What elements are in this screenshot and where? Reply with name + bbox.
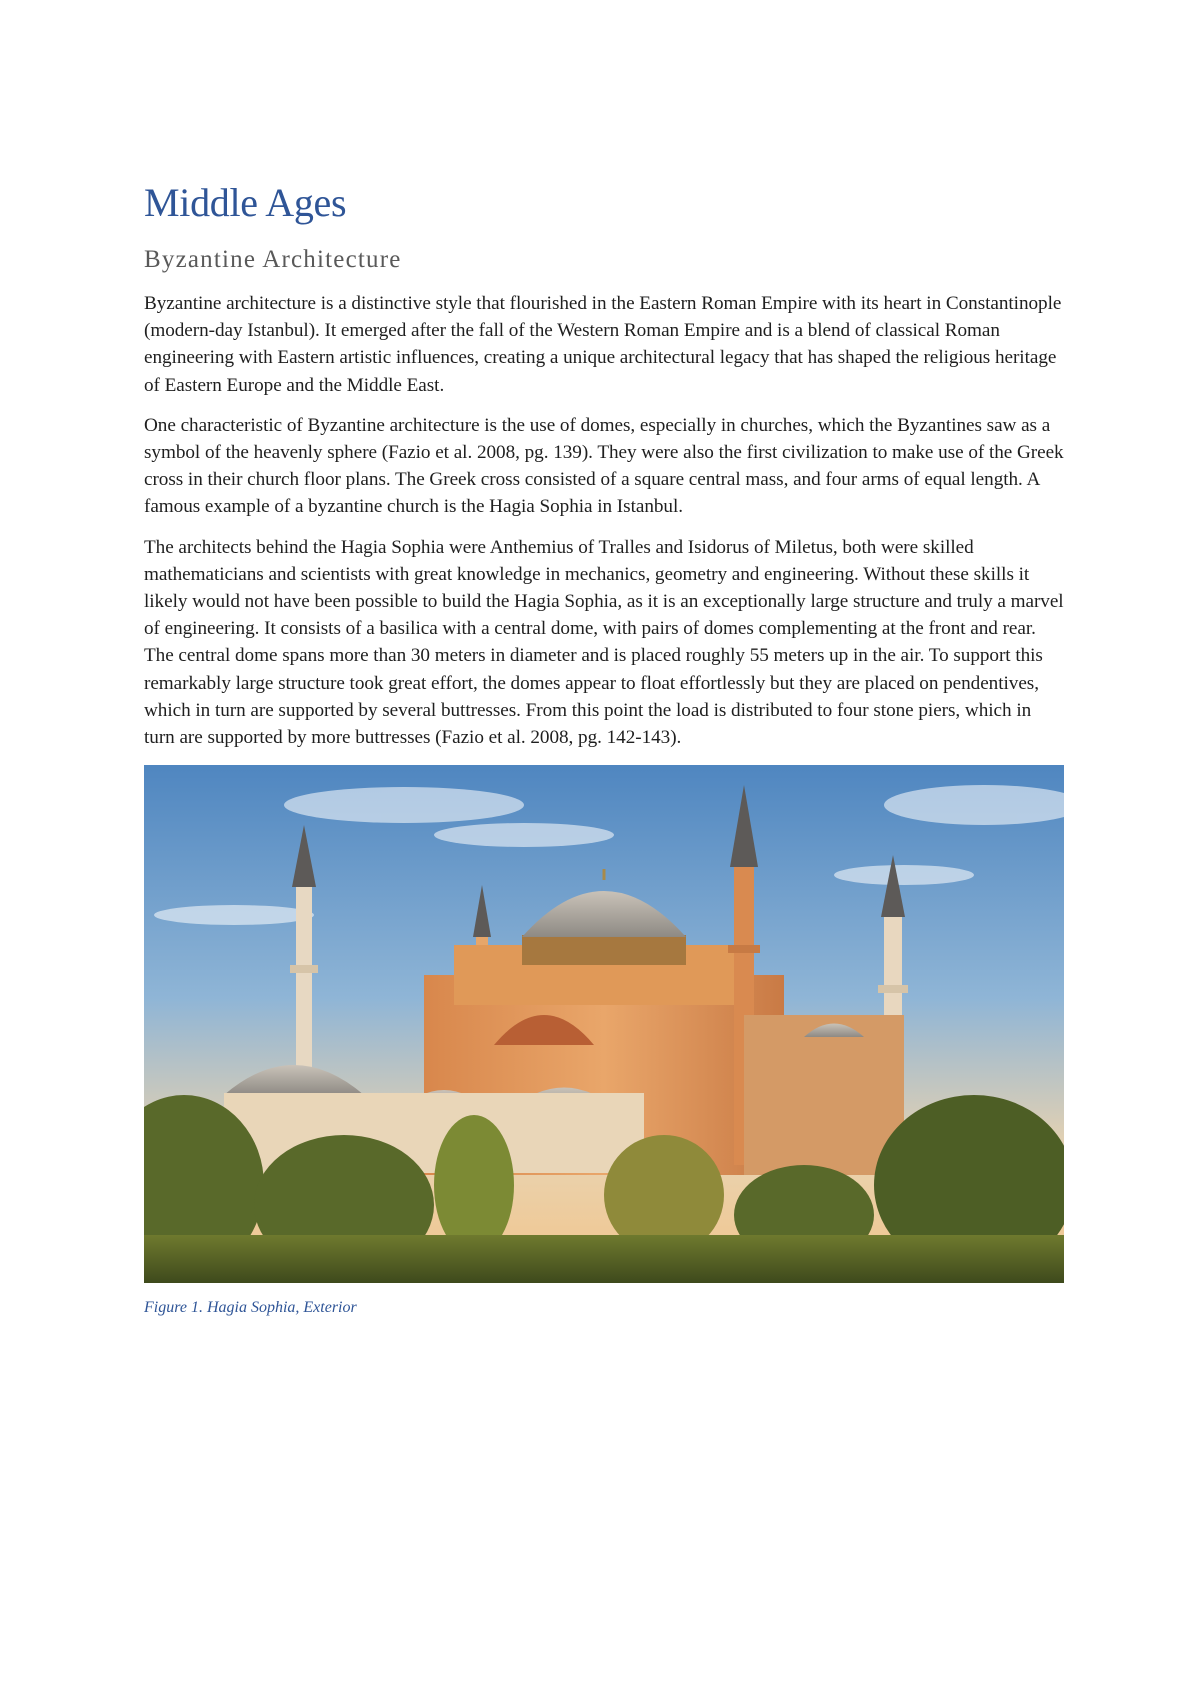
- figure-caption: Figure 1. Hagia Sophia, Exterior: [144, 1299, 357, 1317]
- paragraph-intro: Byzantine architecture is a distinctive style that flourished in the Eastern Roman Empire with its heart in Constantinople (modern-day Istanbul). It emerged after the fall of the Western Roman Empire and is a blend of classical Roman engineering with Eastern artistic influences, creating a unique architectural legacy that has shaped the religious heritage of Eastern Europe and the Middle East.: [144, 293, 1062, 396]
- paragraph-domes: One characteristic of Byzantine architecture is the use of domes, especially in churches, which the Byzantines saw as a symbol of the heavenly sphere (Fazio et al. 2008, pg. 139). They were also the first civilization to make use of the Greek cross in their church floor plans. The Greek cross consisted of a square central mass, and four arms of equal length. A famous example of a byzantine church is the Hagia Sophia in Istanbul.: [144, 414, 1064, 518]
- page-title: Middle Ages: [144, 180, 347, 225]
- paragraph-architects: The architects behind the Hagia Sophia were Anthemius of Tralles and Isidorus of Miletus, both were skilled mathematicians and scientists with great knowledge in mechanics, geometry and engineering. Without these skills it likely would not have been possible to build the Hagia Sophia, as it is an exceptionally large structure and truly a marvel of engineering. It consists of a basilica with a central dome, with pairs of domes complementing at the front and rear. The central dome spans more than 30 meters in diameter and is placed roughly 55 meters up in the air. To support this remarkably large structure took great effort, the domes appear to float effortlessly but they are placed on pendentives, which in turn are supported by several buttresses. From this point the load is distributed to four stone piers, which in turn are supported by more buttresses (Fazio et al. 2008, pg. 142-143).: [144, 536, 1064, 749]
- hagia-sophia-photo: [144, 765, 1064, 1283]
- document-content: [144, 178, 1064, 1319]
- section-heading: Byzantine Architecture: [144, 246, 402, 273]
